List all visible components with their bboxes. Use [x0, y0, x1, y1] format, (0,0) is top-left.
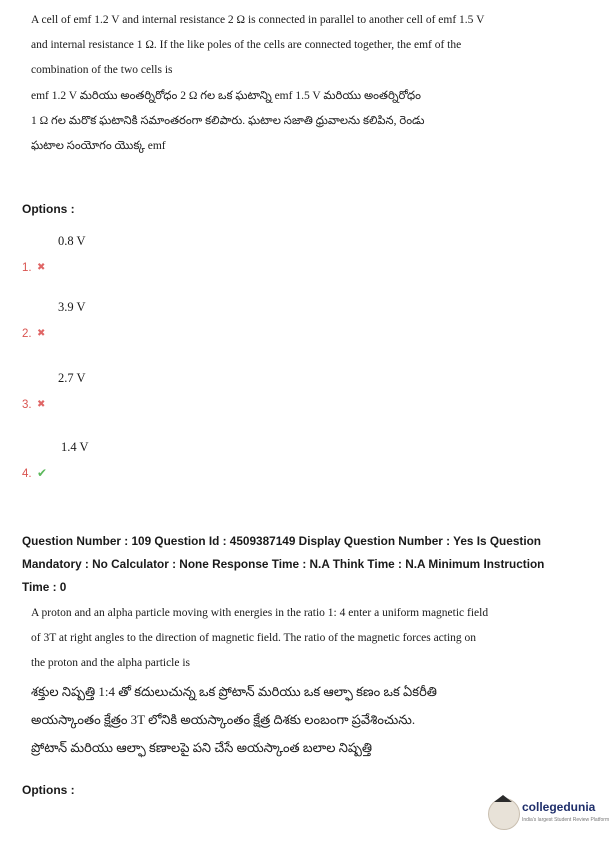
option-number: 2.	[22, 328, 32, 340]
q2-telugu-line: ప్రోటాన్ మరియు ఆల్ఫా కణాలపై పని చేసే అయస్కాంత బలాల నిష్పత్తి	[31, 740, 373, 755]
q2-telugu-line: శక్తుల నిష్పత్తి 1:4 తో కదులుచున్న ఒక ప్రోటాన్ మరియు ఒక ఆల్ఫా కణం ఒక ఏకరీతి	[31, 684, 437, 699]
q2-telugu-line: అయస్కాంతం క్షేత్రం 3T లోనికి అయస్కాంతం క్షేత్ర దిశకు లంబంగా ప్రవేశించును.	[31, 712, 416, 727]
check-mark-icon: ✔	[37, 466, 48, 480]
wrong-mark-icon: ✖	[37, 328, 46, 339]
option-number: 4.	[22, 468, 32, 480]
q1-english-line: A cell of emf 1.2 V and internal resistance 2 Ω is connected in parallel to another cell of emf 1.5 V	[31, 14, 485, 26]
q2-english-line: the proton and the alpha particle is	[31, 657, 191, 669]
option-value: 1.4 V	[61, 440, 89, 454]
option-value: 3.9 V	[58, 300, 86, 314]
collegedunia-logo	[488, 795, 609, 831]
grad-cap-icon	[494, 795, 512, 802]
q1-english-line: combination of the two cells is	[31, 64, 173, 76]
q2-header-line: Mandatory : No Calculator : None Response Time : N.A Think Time : N.A Minimum Instruction	[22, 557, 545, 571]
q1-telugu-line: ఘటాల సంయోగం యొక్క emf	[31, 140, 166, 152]
q2-header-line: Time : 0	[22, 580, 67, 594]
q1-english-line: and internal resistance 1 Ω. If the like poles of the cells are connected together, the emf of the	[31, 39, 462, 51]
q2-header	[22, 530, 582, 599]
q1-telugu-line: 1 Ω గల మరొక ఘటానికి సమాంతరంగా కలిపారు. ఘటాల సజాతి ధ్రువాలను కలిపిన, రెండు	[31, 115, 425, 127]
q2-options-label: Options :	[22, 783, 75, 797]
q2-telugu-text	[31, 678, 451, 762]
option-4[interactable]	[22, 440, 322, 480]
q2-english-line: of 3T at right angles to the direction of magnetic field. The ratio of the magnetic forces acting on	[31, 632, 477, 644]
option-2[interactable]	[22, 300, 322, 340]
option-number: 1.	[22, 262, 32, 274]
mascot-icon	[488, 798, 520, 830]
q1-telugu-text	[31, 84, 451, 159]
q2-english-text	[31, 601, 489, 676]
q1-telugu-line: emf 1.2 V మరియు అంతర్నిరోధం 2 Ω గల ఒక ఘటాన్ని emf 1.5 V మరియు అంతర్నిరోధం	[31, 90, 421, 102]
wrong-mark-icon: ✖	[37, 399, 46, 410]
q1-english-text	[31, 8, 485, 83]
wrong-mark-icon: ✖	[37, 262, 46, 273]
q2-header-line: Question Number : 109 Question Id : 4509387149 Display Question Number : Yes Is Question	[22, 534, 542, 548]
option-value: 0.8 V	[58, 234, 86, 248]
option-value: 2.7 V	[58, 371, 86, 385]
option-number: 3.	[22, 399, 32, 411]
option-1[interactable]	[22, 234, 322, 274]
logo-tagline: India's largest Student Review Platform	[522, 817, 609, 823]
q1-options-label: Options :	[22, 202, 75, 216]
q2-english-line: A proton and an alpha particle moving with energies in the ratio 1: 4 enter a uniform magnetic field	[31, 607, 489, 619]
option-3[interactable]	[22, 371, 322, 411]
logo-name: collegedunia	[522, 800, 596, 814]
